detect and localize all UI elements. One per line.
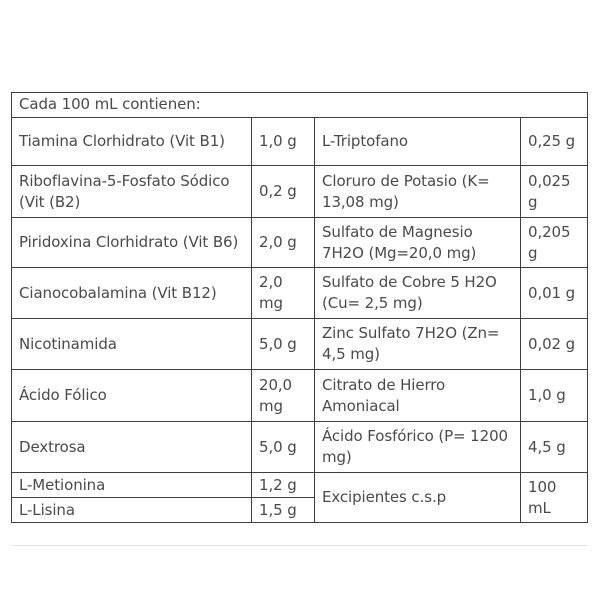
ingredient-name: Ácido Fólico	[12, 370, 252, 422]
ingredient-name: Riboflavina-5-Fosfato Sódico (Vit (B2)	[12, 166, 252, 218]
ingredient-name: Tiamina Clorhidrato (Vit B1)	[12, 118, 252, 166]
ingredient-name: Sulfato de Cobre 5 H2O (Cu= 2,5 mg)	[315, 268, 521, 319]
ingredient-quantity: 0,25 g	[521, 118, 588, 166]
ingredient-quantity: 1,0 g	[252, 118, 315, 166]
composition-table	[11, 92, 588, 523]
table-row	[12, 118, 588, 166]
table-row	[12, 268, 588, 319]
ingredient-name: Piridoxina Clorhidrato (Vit B6)	[12, 218, 252, 268]
ingredient-quantity: 1,0 g	[521, 370, 588, 422]
ingredient-name: L-Triptofano	[315, 118, 521, 166]
ingredient-name: L-Metionina	[12, 473, 252, 498]
ingredient-name: Zinc Sulfato 7H2O (Zn= 4,5 mg)	[315, 319, 521, 370]
ingredient-quantity: 5,0 g	[252, 319, 315, 370]
table-row	[12, 166, 588, 218]
table-row	[12, 422, 588, 473]
ingredient-quantity: 0,025 g	[521, 166, 588, 218]
ingredient-name: Ácido Fosfórico (P= 1200 mg)	[315, 422, 521, 473]
ingredient-quantity: 4,5 g	[521, 422, 588, 473]
ingredient-name: Dextrosa	[12, 422, 252, 473]
ingredient-quantity: 0,205 g	[521, 218, 588, 268]
ingredient-name: L-Lisina	[12, 498, 252, 523]
ingredient-name: Nicotinamida	[12, 319, 252, 370]
ingredient-name: Cloruro de Potasio (K= 13,08 mg)	[315, 166, 521, 218]
excipient-quantity: 100 mL	[521, 473, 588, 523]
ingredient-name: Cianocobalamina (Vit B12)	[12, 268, 252, 319]
ingredient-quantity: 0,2 g	[252, 166, 315, 218]
table-row	[12, 218, 588, 268]
table-header: Cada 100 mL contienen:	[12, 93, 588, 118]
ingredient-name: Citrato de Hierro Amoniacal	[315, 370, 521, 422]
table-row	[12, 370, 588, 422]
table-row	[12, 473, 588, 498]
ingredient-quantity: 2,0 mg	[252, 268, 315, 319]
ingredient-quantity: 2,0 g	[252, 218, 315, 268]
ingredient-quantity: 0,02 g	[521, 319, 588, 370]
ingredient-name: Sulfato de Magnesio 7H2O (Mg=20,0 mg)	[315, 218, 521, 268]
ingredient-quantity: 5,0 g	[252, 422, 315, 473]
table-row	[12, 319, 588, 370]
ingredient-quantity: 1,5 g	[252, 498, 315, 523]
ingredient-quantity: 0,01 g	[521, 268, 588, 319]
table-header-row	[12, 93, 588, 118]
footer-divider	[11, 545, 587, 546]
ingredient-quantity: 20,0 mg	[252, 370, 315, 422]
ingredient-quantity: 1,2 g	[252, 473, 315, 498]
excipient-name: Excipientes c.s.p	[315, 473, 521, 523]
